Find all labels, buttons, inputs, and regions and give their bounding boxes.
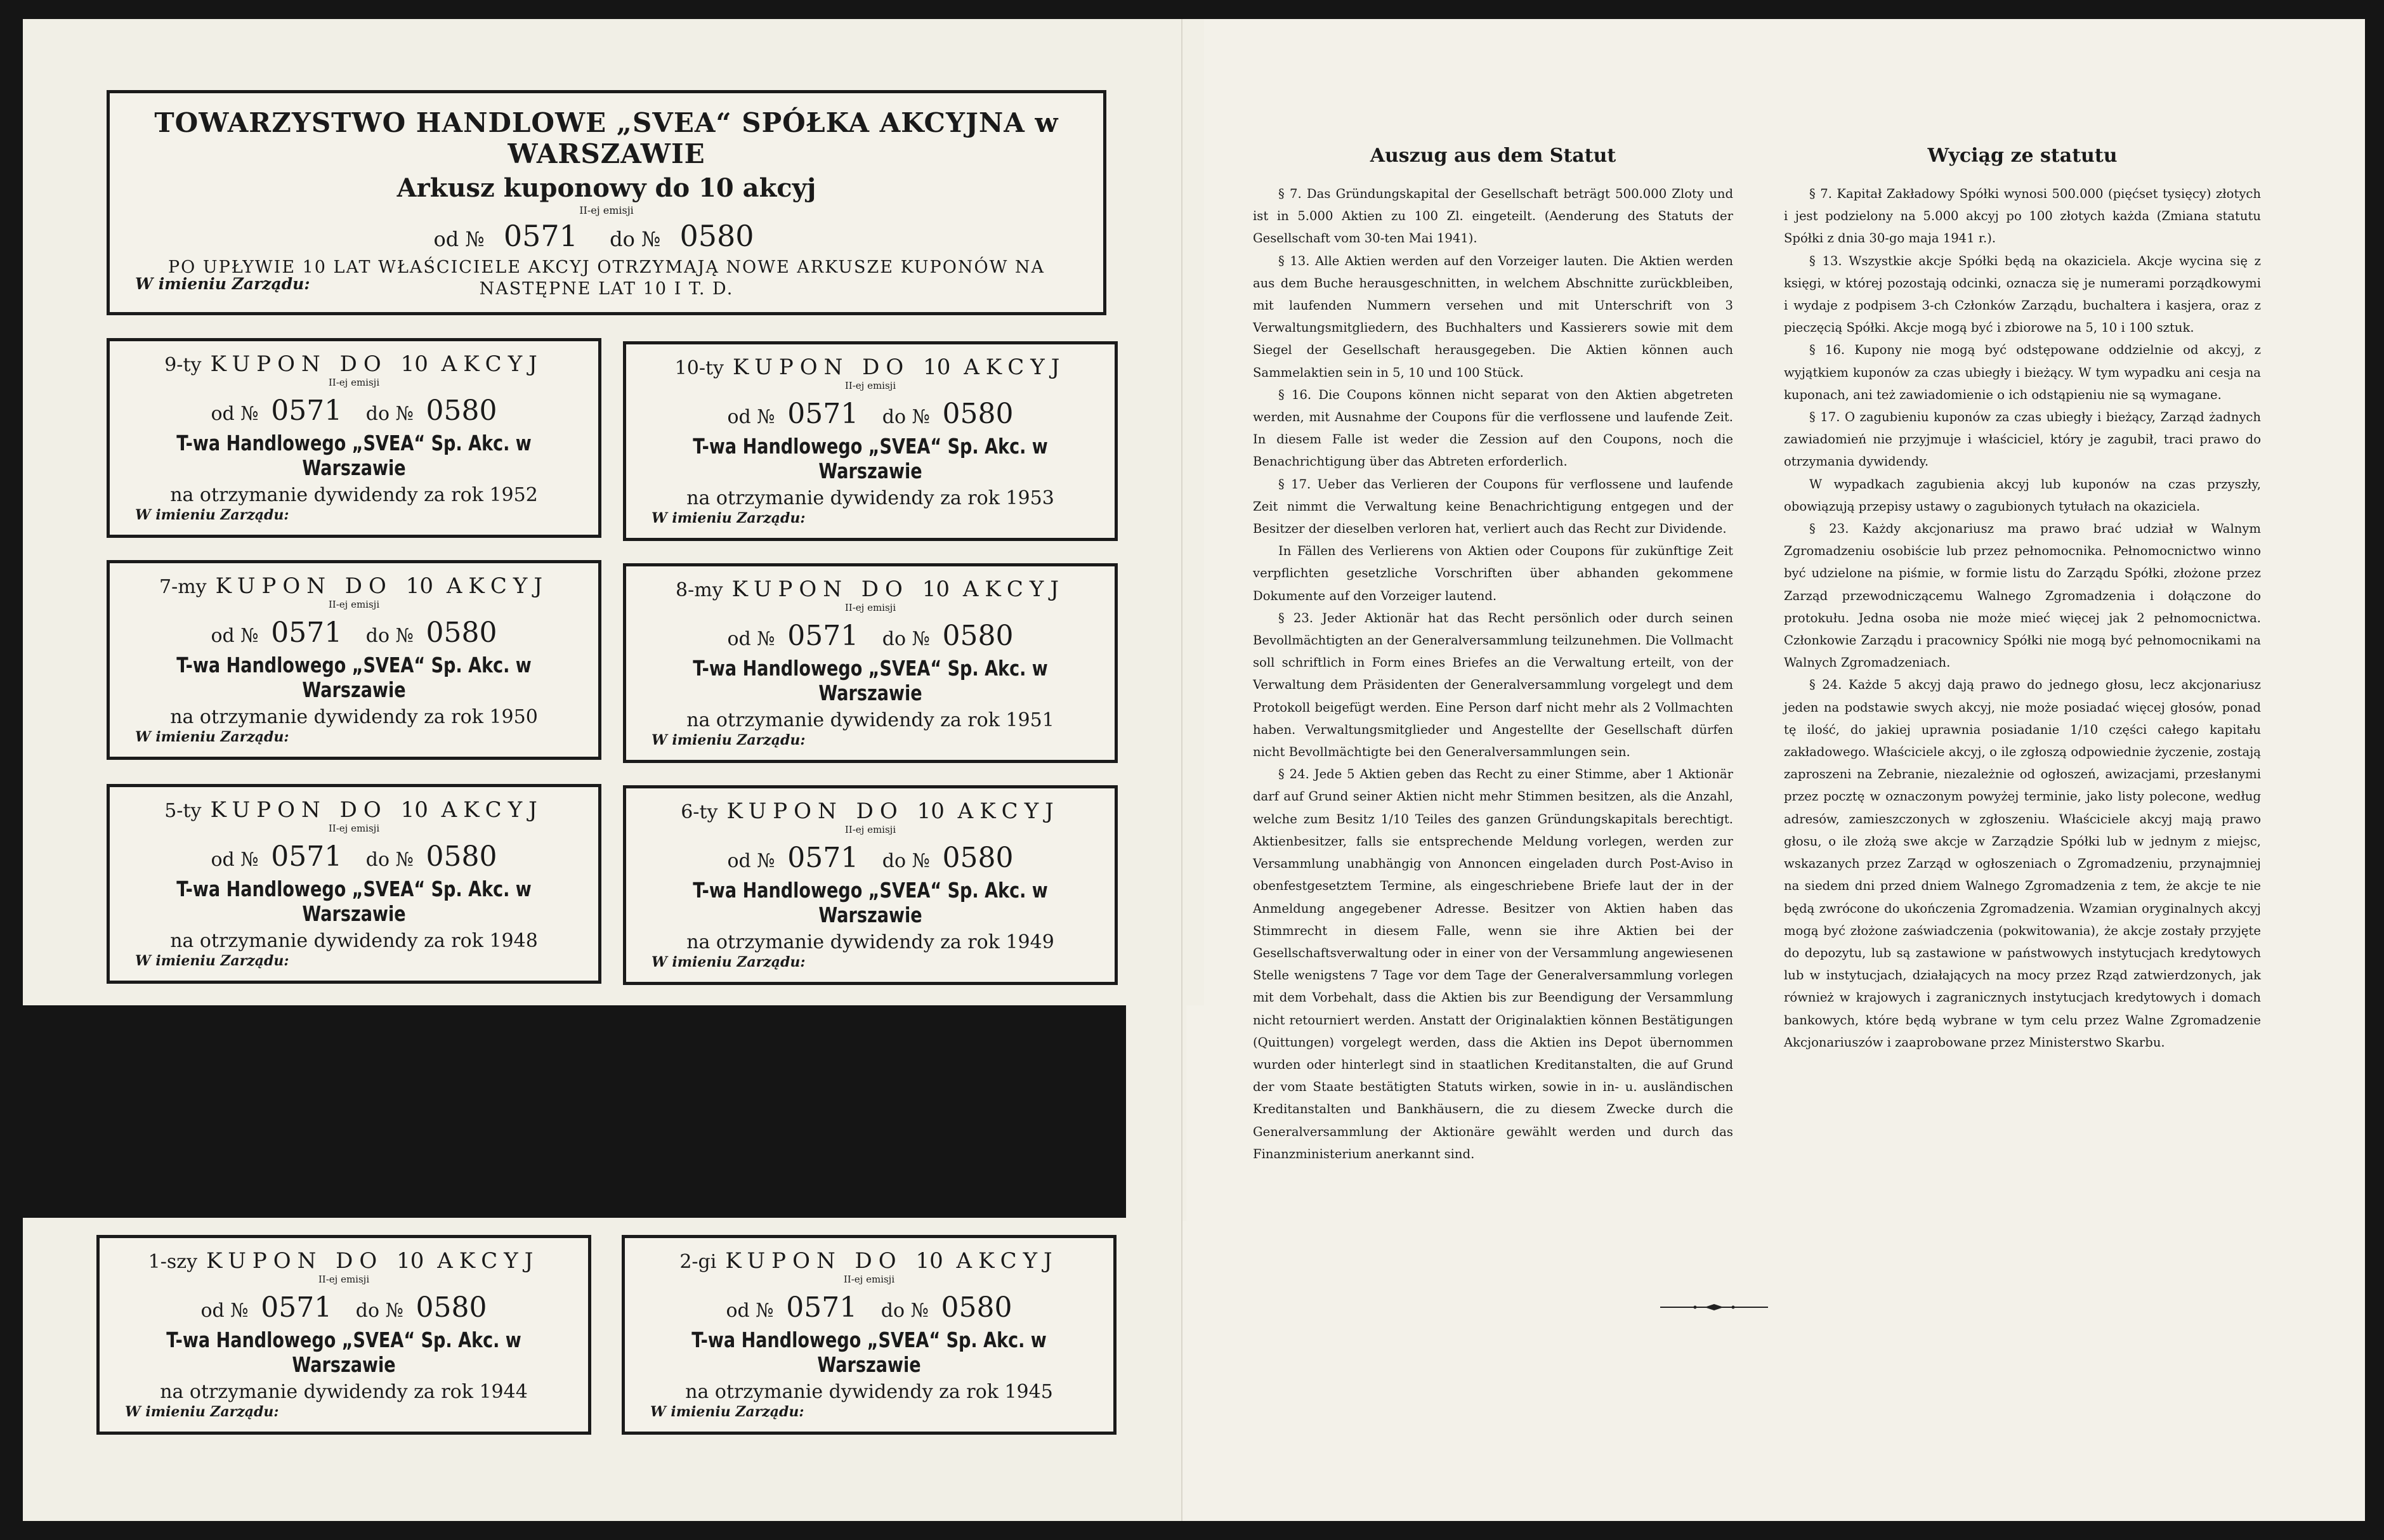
to-label: do № xyxy=(882,850,930,872)
from-label: od № xyxy=(211,849,259,871)
coupon-share-count: 10 xyxy=(400,797,428,823)
sheet-subtitle: Arkusz kuponowy do 10 akcyj xyxy=(396,173,816,203)
from-label: od № xyxy=(211,403,259,425)
number-range xyxy=(110,219,1103,253)
coupon-signature-label: W imieniu Zarządu: xyxy=(652,510,806,526)
coupon-firm-name: T-wa Handlowego „SVEA“ Sp. Akc. w Warszawie xyxy=(166,1328,521,1377)
to-label: do № xyxy=(610,227,661,251)
from-label: od № xyxy=(433,227,485,251)
coupon-firm-name: T-wa Handlowego „SVEA“ Sp. Akc. w Warszawie xyxy=(176,877,532,926)
coupon-akcyj-text: AKCYJ xyxy=(441,797,544,823)
coupon-signature-label: W imieniu Zarządu: xyxy=(135,729,289,745)
coupon-number-range xyxy=(100,1291,588,1324)
coupon-firm-name: T-wa Handlowego „SVEA“ Sp. Akc. w Warszawie xyxy=(693,656,1048,705)
from-label: od № xyxy=(727,628,775,650)
dividend-prefix: na otrzymanie dywidendy za rok xyxy=(685,1381,999,1403)
coupon-ordinal: 8-my xyxy=(676,579,723,601)
coupon-emission: II-ej emisji xyxy=(328,823,380,834)
coupon-number-range xyxy=(626,620,1115,652)
dividend-year: 1944 xyxy=(479,1381,528,1403)
from-label: od № xyxy=(727,406,775,428)
coupon-firm-name: T-wa Handlowego „SVEA“ Sp. Akc. w Warszawie xyxy=(176,431,532,480)
to-number: 0580 xyxy=(416,1291,487,1324)
coupon-emission: II-ej emisji xyxy=(328,377,380,388)
dividend-year: 1953 xyxy=(1005,487,1054,509)
from-label: od № xyxy=(211,625,259,647)
coupon-signature-label: W imieniu Zarządu: xyxy=(135,507,289,523)
coupon-kupon-text: KUPON DO xyxy=(215,573,393,599)
to-number: 0580 xyxy=(942,398,1014,430)
coupon-number-range xyxy=(626,398,1115,430)
coupon-ordinal: 6-ty xyxy=(681,801,718,823)
coupon-akcyj-text: AKCYJ xyxy=(962,577,1065,602)
ornament-divider xyxy=(1660,1303,1768,1311)
dividend-coupon xyxy=(623,785,1118,985)
coupon-share-count: 10 xyxy=(396,1248,424,1274)
dividend-year: 1951 xyxy=(1005,709,1054,731)
statute-paragraph: § 7. Kapitał Zakładowy Spółki wynosi 500.000 (pięćset tysięcy) złotych i jest podzielony na 5.000 akcyj po 100 złotych każda (Zmiana statutu Spółki z dnia 30-go maja 1941 r.). xyxy=(1784,186,2261,246)
coupon-dividend-year xyxy=(110,930,598,952)
statute-paragraph: § 23. Każdy akcjonariusz ma prawo brać udział w Walnym Zgromadzeniu osobiście lub przez pełnomocnika. Pełnomocnictwo winno być udzielone na piśmie, w formie listu do Zarządu Spółki, złożone przez Zarząd przewodniczącemu Walnego Zgromadzenia i dołączone do protokułu. Jedna osoba nie może mieć więcej jak 2 pełnomocnictwa. Członkowie Zarządu i pracownicy Spółki nie mogą być pełnomocnikami na Walnych Zgromadzeniach. xyxy=(1784,521,2261,670)
statute-paragraph: § 16. Die Coupons können nicht separat von den Aktien abgetreten werden, mit Ausnahme der Coupons für die verflossene und laufende Zeit. In diesem Falle ist weder die Zession auf den Coupons, noch die Benachrichtigung über das Abtreten erforderlich. xyxy=(1253,387,1733,469)
board-signature-label: W imieniu Zarządu: xyxy=(135,275,310,293)
coupon-firm-name: T-wa Handlowego „SVEA“ Sp. Akc. w Warszawie xyxy=(176,653,532,702)
statute-paragraph: § 7. Das Gründungskapital der Gesellschaft beträgt 500.000 Zloty und ist in 5.000 Aktien zu 100 Zl. eingeteilt. (Aenderung des Statuts der Gesellschaft vom 30-ten Mai 1941). xyxy=(1253,186,1733,246)
to-label: do № xyxy=(365,625,414,647)
coupon-title xyxy=(110,797,598,823)
from-number: 0571 xyxy=(271,840,343,873)
dividend-year: 1952 xyxy=(489,484,538,506)
coupon-ordinal: 2-gi xyxy=(679,1251,717,1273)
coupon-number-range xyxy=(110,840,598,873)
statute-paragraph: § 24. Jede 5 Aktien geben das Recht zu einer Stimme, aber 1 Aktionär darf auf Grund seiner Aktien nicht mehr Stimmen besitzen, als die Anzahl, welche zum Besitz 1/10 Teiles des ganzen Gründungskapitals berechtigt. Aktienbesitzer, falls sie entsprechende Meldung vorlegen, werden zur Versammlung unabhängig von Annoncen eingeladen durch Post-Aviso in obenfestgesetztem Termine, als eingeschriebene Briefe laut der in der Anmeldung angegebener Adresse. Besitzer von Aktien haben das Stimmrecht in diesem Falle, wenn sie ihre Aktien bei der Gesellschaftsverwaltung oder in einer von der Versammlung angewiesenen Stelle wenigstens 7 Tage vor dem Tage der Generalversammlung vorlegen mit dem Vorbehalt, dass die Aktien bis zur Beendigung der Versammlung nicht retourniert werden. Anstatt der Originalaktien können Bestätigungen (Quittungen) vorgelegt werden, dass die Aktien ins Depot übernommen wurden oder hinterlegt sind in staatlichen Kreditanstalten, die auf Grund der vom Staate bestätigten Statuts wirken, sowie in in- u. ausländischen Kreditanstalten und Bankhäusern, die zu diesem Zwecke durch die Generalversammlung der Aktionäre gewählt werden und durch das Finanzministerium anerkannt sind. xyxy=(1253,767,1733,1161)
coupon-ordinal: 10-ty xyxy=(674,357,724,379)
emission-label: II-ej emisji xyxy=(579,204,634,216)
dividend-year: 1948 xyxy=(489,930,538,952)
coupon-number-range xyxy=(110,395,598,427)
statute-paragraph: W wypadkach zagubienia akcyj lub kuponów na czas przyszły, obowiązują przepisy ustawy o zagubionych tytułach na okaziciela. xyxy=(1784,476,2261,514)
coupon-number-range xyxy=(625,1291,1113,1324)
dividend-prefix: na otrzymanie dywidendy za rok xyxy=(160,1381,473,1403)
coupon-ordinal: 1-szy xyxy=(148,1251,198,1273)
to-label: do № xyxy=(882,628,930,650)
coupon-ordinal: 5-ty xyxy=(164,800,202,822)
coupon-sheet-header xyxy=(107,90,1106,315)
statute-german xyxy=(1253,145,1733,1165)
dividend-prefix: na otrzymanie dywidendy za rok xyxy=(170,484,483,506)
coupon-share-count: 10 xyxy=(923,355,951,380)
dividend-coupon xyxy=(96,1235,591,1435)
coupon-kupon-text: KUPON DO xyxy=(725,1248,903,1274)
page-fold xyxy=(1181,19,1182,1521)
coupon-title xyxy=(110,573,598,599)
from-number: 0571 xyxy=(787,842,859,874)
coupon-share-count: 10 xyxy=(915,1248,943,1274)
coupon-title xyxy=(626,577,1115,602)
coupon-emission: II-ej emisji xyxy=(318,1274,370,1285)
from-label: od № xyxy=(200,1300,249,1322)
coupon-title xyxy=(110,351,598,377)
to-label: do № xyxy=(882,406,930,428)
to-number: 0580 xyxy=(426,840,497,873)
coupon-akcyj-text: AKCYJ xyxy=(441,351,544,377)
dividend-coupon xyxy=(107,560,601,760)
statute-paragraph: § 13. Wszystkie akcje Spółki będą na okaziciela. Akcje wycina się z księgi, w której pozostają odcinki, oznacza się je numerami porządkowymi i wydaje z podpisem 3-ch Członków Zarządu, buchaltera i kasjera, oraz z pieczęcią Spółki. Akcje mogą być i zbiorowe na 5, 10 i 100 sztuk. xyxy=(1784,253,2261,336)
coupon-dividend-year xyxy=(110,484,598,506)
coupon-title xyxy=(626,799,1115,824)
to-label: do № xyxy=(365,849,414,871)
coupon-firm-name: T-wa Handlowego „SVEA“ Sp. Akc. w Warszawie xyxy=(693,434,1048,483)
renewal-note: PO UPŁYWIE 10 LAT WŁAŚCICIELE AKCYJ OTRZYMAJĄ NOWE ARKUSZE KUPONÓW NA NASTĘPNE LAT 10 I T. D. xyxy=(167,258,1045,299)
to-number: 0580 xyxy=(426,395,497,427)
coupon-dividend-year xyxy=(626,931,1115,953)
coupon-signature-label: W imieniu Zarządu: xyxy=(135,953,289,969)
coupon-signature-label: W imieniu Zarządu: xyxy=(652,954,806,970)
coupon-number-range xyxy=(110,617,598,649)
coupon-kupon-text: KUPON DO xyxy=(210,351,388,377)
coupon-dividend-year xyxy=(110,706,598,728)
coupon-akcyj-text: AKCYJ xyxy=(956,1248,1059,1274)
coupon-share-count: 10 xyxy=(405,573,434,599)
to-label: do № xyxy=(365,403,414,425)
coupon-emission: II-ej emisji xyxy=(844,380,896,391)
coupon-ordinal: 9-ty xyxy=(164,354,202,376)
coupon-emission: II-ej emisji xyxy=(844,602,896,613)
torn-paper-tab xyxy=(1126,1002,1186,1221)
coupon-title xyxy=(625,1248,1113,1274)
coupon-akcyj-text: AKCYJ xyxy=(446,573,549,599)
coupon-ordinal: 7-my xyxy=(159,576,207,598)
dividend-prefix: na otrzymanie dywidendy za rok xyxy=(170,706,483,728)
coupon-signature-label: W imieniu Zarządu: xyxy=(125,1404,279,1420)
from-number: 0571 xyxy=(503,219,578,253)
coupon-share-count: 10 xyxy=(922,577,950,602)
dividend-coupon xyxy=(107,338,601,538)
coupon-number-range xyxy=(626,842,1115,874)
coupon-kupon-text: KUPON DO xyxy=(733,355,910,380)
coupon-akcyj-text: AKCYJ xyxy=(437,1248,540,1274)
dividend-prefix: na otrzymanie dywidendy za rok xyxy=(686,487,1000,509)
coupon-dividend-year xyxy=(626,487,1115,509)
coupon-kupon-text: KUPON DO xyxy=(726,799,904,824)
statute-paragraph: § 17. O zagubieniu kuponów za czas ubiegły i bieżący, Zarząd żadnych zawiadomień nie przyjmuje i właściciel, który je zagubił, traci prawo do otrzymania dywidendy. xyxy=(1784,410,2261,469)
statute-paragraph: § 24. Każde 5 akcyj dają prawo do jednego głosu, lecz akcjonariusz jeden na podstawie swych akcyj, nie może posiadać więcej głosów, ponad tę ilość, do jakiej uprawnia posiadanie 1/10 części całego kapitału zakładowego. Właściciele akcyj, o ile zgłoszą odpowiednie życzenie, zostają zaproszeni na Zebranie, niezależnie od ogłoszeń, awizacjami, przesłanymi przez pocztę w oznaczonym powyżej terminie, jako listy polecone, według adresów, zamieszczonych w zgłoszeniu. Właściciele akcyj mają prawo głosu, o ile złożą swe akcje w Zarządzie Spółki lub w jednym z miejsc, wskazanych przez Zarząd w ogłoszeniach o Zgromadzeniu, przynajmniej na siedem dni przed dniem Walnego Zgromadzenia z tem, że akcje te nie będą zwrócone do ukończenia Zgromadzenia. Wzamian oryginalnych akcyj mogą być złożone zaświadczenia (pokwitowania), że akcje zostały przyjęte do depozytu, lub są zastawione w państwowych instytucjach kredytowych lub w instytucjach, działających na mocy przez Rząd zatwierdzonych, jak również w krajowych i zagranicznych instytucjach kredytowych i domach bankowych, które będą wybrane w tym celu przez Walne Zgromadzenie Akcjonariuszów i zaaprobowane przez Ministerstwo Skarbu. xyxy=(1784,677,2261,1050)
dividend-prefix: na otrzymanie dywidendy za rok xyxy=(686,709,1000,731)
from-label: od № xyxy=(727,850,775,872)
statute-polish xyxy=(1784,145,2261,1054)
coupon-title xyxy=(626,355,1115,380)
company-name: TOWARZYSTWO HANDLOWE „SVEA“ SPÓŁKA AKCYJNA w WARSZAWIE xyxy=(154,107,1059,169)
dividend-prefix: na otrzymanie dywidendy za rok xyxy=(686,931,1000,953)
coupon-kupon-text: KUPON DO xyxy=(210,797,388,823)
coupon-emission: II-ej emisji xyxy=(844,824,896,835)
statute-paragraph: § 23. Jeder Aktionär hat das Recht persönlich oder durch seinen Bevollmächtigten an der Generalversammlung teilzunehmen. Die Vollmacht soll schriftlich in Form eines Briefes an die Verwaltung erteilt, von der Verwaltung dem Präsidenten der Generalversammlung vorgelegt und dem Protokoll beigefügt werden. Eine Person darf nicht mehr als 2 Vollmachten haben. Verwaltungsmitglieder und Angestellte der Gesellschaft dürfen nicht Bevollmächtigte bei den Generalversammlungen sein. xyxy=(1253,610,1733,760)
to-number: 0580 xyxy=(942,620,1014,652)
coupon-dividend-year xyxy=(625,1381,1113,1403)
coupon-kupon-text: KUPON DO xyxy=(206,1248,384,1274)
to-number: 0580 xyxy=(679,219,754,253)
dividend-coupon xyxy=(623,341,1118,541)
coupon-firm-name: T-wa Handlowego „SVEA“ Sp. Akc. w Warszawie xyxy=(691,1328,1047,1377)
dividend-year: 1950 xyxy=(489,706,538,728)
coupon-akcyj-text: AKCYJ xyxy=(964,355,1066,380)
from-number: 0571 xyxy=(787,620,859,652)
to-number: 0580 xyxy=(426,617,497,649)
dividend-year: 1949 xyxy=(1005,931,1054,953)
to-number: 0580 xyxy=(942,842,1014,874)
from-number: 0571 xyxy=(787,398,859,430)
statute-paragraph: § 17. Ueber das Verlieren der Coupons für verflossene und laufende Zeit nimmt die Verwaltung keine Benachrichtigung entgegen und der Besitzer der dieselben verloren hat, verliert auch das Recht zur Dividende. xyxy=(1253,476,1733,537)
coupon-dividend-year xyxy=(626,709,1115,731)
coupon-firm-name: T-wa Handlowego „SVEA“ Sp. Akc. w Warszawie xyxy=(693,878,1048,927)
coupon-share-count: 10 xyxy=(917,799,945,824)
coupon-signature-label: W imieniu Zarządu: xyxy=(650,1404,804,1420)
coupon-emission: II-ej emisji xyxy=(843,1274,895,1285)
dividend-coupon xyxy=(107,784,601,984)
from-number: 0571 xyxy=(271,395,343,427)
from-label: od № xyxy=(726,1300,774,1322)
to-number: 0580 xyxy=(941,1291,1012,1324)
dividend-year: 1945 xyxy=(1004,1381,1053,1403)
from-number: 0571 xyxy=(271,617,343,649)
coupon-akcyj-text: AKCYJ xyxy=(957,799,1060,824)
statute-polish-title: Wyciąg ze statutu xyxy=(1927,145,2118,167)
statute-paragraph: § 16. Kupony nie mogą być odstępowane oddzielnie od akcyj, z wyjątkiem kuponów za czas ubiegły i bieżący. W tym wypadku ani cesja na kuponach, ani też zawiadomienie o ich odstąpieniu nie są wymagane. xyxy=(1784,343,2261,402)
from-number: 0571 xyxy=(261,1291,332,1324)
statute-paragraph: In Fällen des Verlierens von Aktien oder Coupons für zukünftige Zeit verpflichten gesetzliche Vorschriften über abhanden gekommene Dokumente auf den Vorzeiger lautend. xyxy=(1253,544,1733,603)
coupon-dividend-year xyxy=(100,1381,588,1403)
coupon-kupon-text: KUPON DO xyxy=(731,577,909,602)
to-label: do № xyxy=(881,1300,929,1322)
to-label: do № xyxy=(355,1300,403,1322)
dividend-prefix: na otrzymanie dywidendy za rok xyxy=(170,930,483,952)
coupon-signature-label: W imieniu Zarządu: xyxy=(652,732,806,748)
statute-paragraph: § 13. Alle Aktien werden auf den Vorzeiger lauten. Die Aktien werden aus dem Buche herausgeschnitten, in welchem Abschnitte zurückbleiben, mit laufenden Nummern versehen und mit Unterschrift von 3 Verwaltungsmitgliedern, des Buchhalters und Kassierers sowie mit dem Siegel der Gesellschaft herausgegeben. Die Aktien können auch Sammelaktien sein in 5, 10 und 100 Stück. xyxy=(1253,253,1733,380)
dividend-coupon xyxy=(622,1235,1117,1435)
coupon-title xyxy=(100,1248,588,1274)
dividend-coupon xyxy=(623,563,1118,763)
statute-german-title: Auszug aus dem Statut xyxy=(1370,145,1616,167)
coupon-share-count: 10 xyxy=(400,351,428,377)
coupon-emission: II-ej emisji xyxy=(328,599,380,610)
from-number: 0571 xyxy=(786,1291,858,1324)
